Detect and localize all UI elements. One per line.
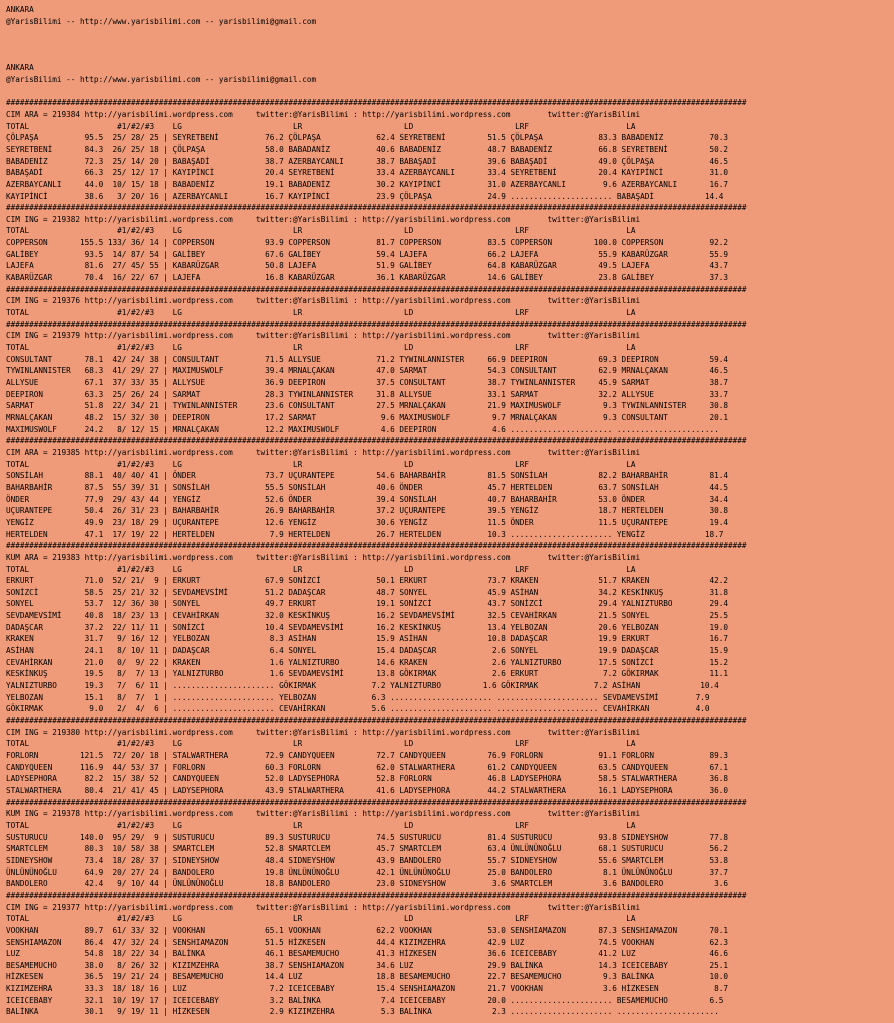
column-header: TOTAL #1/#2/#3 LG LR LD LRF LA (6, 820, 636, 830)
table-row: SUSTURUCU 140.0 95/ 29/ 9 | SUSTURUCU 89.3 SUSTURUCU 74.5 SUSTURUCU 81.4 SUSTURUCU 93.8 SIDNEYSHOW 77.8 (6, 832, 729, 842)
section-divider: ################################################################################################################################################################ (6, 284, 747, 294)
table-row: ICEICEBABY 32.1 10/ 19/ 17 | ICEICEBABY 3.2 BALİNKA 7.4 ICEICEBABY 20.0 ...................... BESAMEMUCHO 6.5 (6, 995, 724, 1005)
race-header: CIM ING = 219382 http://yarisbilimi.wordpress.com twitter:@YarisBilimi : http://yarisbilimi.wordpress.com twitter:@YarisBilimi (6, 214, 641, 224)
table-row: GÖKIRMAK 9.0 2/ 4/ 6 | ...................... CEVAHİRKAN 5.6 ...................... ...................... CEVAHİRKAN 4.0 (6, 704, 710, 714)
table-row: SONİZCİ 58.5 25/ 21/ 32 | SEVDAMEVSİMİ 51.2 DADAŞCAR 48.7 SONYEL 45.9 ASİHAN 34.2 KESKİNKUŞ 31.8 (6, 587, 729, 597)
table-row: FORLORN 121.5 72/ 20/ 18 | STALWARTHERA 72.9 CANDYQUEEN 72.7 CANDYQUEEN 76.9 FORLORN 91.1 FORLORN 89.3 (6, 751, 729, 760)
blank-line (6, 27, 894, 39)
table-row: HİZKESEN 36.5 19/ 21/ 24 | BESAMEMUCHO 14.4 LUZ 18.8 BESAMEMUCHO 22.7 BESAMEMUCHO 9.3 BALİNKA 10.0 (6, 972, 729, 982)
section-divider: ################################################################################################################################################################ (6, 203, 747, 213)
table-row: SONYEL 53.7 12/ 36/ 30 | SONYEL 49.7 ERKURT 19.1 SONİZCİ 43.7 SONİZCİ 29.4 YALNIZTURBO 29.4 (6, 599, 729, 609)
table-row: LADYSEPHORA 82.2 15/ 38/ 52 | CANDYQUEEN 52.0 LADYSEPHORA 52.8 FORLORN 46.8 LADYSEPHORA 58.5 STALWARTHERA 36.8 (6, 774, 729, 784)
table-row: SONSİLAH 88.1 40/ 40/ 41 | ÖNDER 73.7 UÇURANTEPE 54.6 BAHARBAHİR 81.5 SONSİLAH 82.2 BAHARBAHİR 81.4 (6, 471, 729, 481)
blank-line (6, 86, 894, 98)
table-row: YELBOZAN 15.1 8/ 7/ 1 | ...................... YELBOZAN 6.3 ...................... ...................... SEVDAMEVSİMİ 7.9 (6, 692, 710, 702)
table-row: BABAŞADİ 66.3 25/ 12/ 17 | KAYIPİNCİ 20.4 SEYRETBENİ 33.4 AZERBAYCANLI 33.4 SEYRETBENİ 20.4 KAYIPİNCİ 31.0 (6, 168, 729, 178)
section-divider: ################################################################################################################################################################ (6, 541, 747, 551)
column-header: TOTAL #1/#2/#3 LG LR LD LRF LA (6, 121, 636, 131)
table-row: SMARTCLEM 80.3 10/ 58/ 38 | SMARTCLEM 52.8 SMARTCLEM 45.7 SMARTCLEM 63.4 ÜNLÜNÜNOĞLU 68.1 SUSTURUCU 56.2 (6, 844, 729, 854)
column-header: TOTAL #1/#2/#3 LG LR LD LRF LA (6, 564, 636, 574)
race-header: CIM ING = 219377 http://yarisbilimi.wordpress.com twitter:@YarisBilimi : http://yarisbilimi.wordpress.com twitter:@YarisBilimi (6, 902, 641, 912)
table-row: BAHARBAHİR 87.5 55/ 39/ 31 | SONSİLAH 55.5 SONSİLAH 40.6 ÖNDER 45.7 HERTELDEN 63.7 SONSİLAH 44.5 (6, 482, 729, 492)
table-row: CONSULTANT 78.1 42/ 24/ 38 | CONSULTANT 71.5 ALLYSUE 71.2 TYWINLANNISTER 66.9 DEEPIRON 69.3 DEEPIRON 59.4 (6, 354, 729, 364)
table-row: ÜNLÜNÜNOĞLU 64.9 20/ 27/ 24 | BANDOLERO 19.8 ÜNLÜNÜNOĞLU 42.1 ÜNLÜNÜNOĞLU 25.0 BANDOLERO 8.1 ÜNLÜNÜNOĞLU 37.7 (6, 867, 729, 877)
race-header: CIM ARA = 219385 http://yarisbilimi.wordpress.com twitter:@YarisBilimi : http://yarisbilimi.wordpress.com twitter:@YarisBilimi (6, 447, 641, 457)
table-row: SEVDAMEVSİMİ 40.8 18/ 23/ 13 | CEVAHİRKAN 32.0 KESKİNKUŞ 16.2 SEVDAMEVSİMİ 32.5 CEVAHİRKAN 21.5 SONYEL 25.5 (6, 611, 729, 621)
section-divider: ################################################################################################################################################################ (6, 716, 747, 726)
table-row: KIZIMZEHRA 33.3 18/ 18/ 16 | LUZ 7.2 ICEICEBABY 15.4 SENSHIAMAZON 21.7 VOOKHAN 3.6 HİZKESEN 8.7 (6, 984, 729, 994)
column-header: TOTAL #1/#2/#3 LG LR LD LRF LA (6, 343, 636, 353)
section-divider: ################################################################################################################################################################ (6, 98, 747, 108)
table-row: GALİBEY 93.5 14/ 87/ 54 | GALİBEY 67.6 GALİBEY 59.4 LAJEFA 66.2 LAJEFA 55.9 KABARÜZGAR 55.9 (6, 249, 729, 259)
table-row: TYWINLANNISTER 68.3 41/ 29/ 27 | MAXIMUSWOLF 39.4 MRNALÇAKAN 47.0 SARMAT 54.3 CONSULTANT 62.9 MRNALÇAKAN 46.5 (6, 366, 729, 376)
text-line: @YarisBilimi -- http://www.yarisbilimi.com -- yarisbilimi@gmail.com (6, 16, 317, 26)
table-row: DADAŞCAR 37.2 22/ 11/ 11 | SONİZCİ 10.4 SEVDAMEVSİMİ 16.2 KESKİNKUŞ 13.4 YELBOZAN 20.6 YELBOZAN 19.0 (6, 622, 729, 632)
blank-line (6, 51, 894, 63)
text-line: ANKARA (6, 5, 34, 14)
text-line: ANKARA (6, 63, 34, 73)
table-row: SARMAT 51.8 22/ 34/ 21 | TYWINLANNISTER 23.6 CONSULTANT 27.5 MRNALÇAKAN 21.9 MAXIMUSWOLF 9.3 TYWINLANNISTER 30.8 (6, 401, 729, 411)
table-row: SEYRETBENİ 84.3 26/ 25/ 18 | ÇÖLPAŞA 58.0 BABADANİZ 40.6 BABADENİZ 48.7 BABADENİZ 66.8 SEYRETBENİ 50.2 (6, 144, 729, 154)
column-header: TOTAL #1/#2/#3 LG LR LD LRF LA (6, 308, 636, 318)
section-divider: ################################################################################################################################################################ (6, 797, 747, 807)
column-header: TOTAL #1/#2/#3 LG LR LD LRF LA (6, 459, 636, 469)
column-header: TOTAL #1/#2/#3 LG LR LD LRF LA (6, 226, 636, 236)
table-row: BANDOLERO 42.4 9/ 10/ 44 | ÜNLÜNÜNOĞLU 18.8 BANDOLERO 23.0 SIDNEYSHOW 3.6 SMARTCLEM 3.6 BANDOLERO 3.6 (6, 879, 729, 889)
section-divider: ################################################################################################################################################################ (6, 890, 747, 900)
blank-line (6, 39, 894, 51)
table-row: VOOKHAN 89.7 61/ 33/ 32 | VOOKHAN 65.1 VOOKHAN 62.2 VOOKHAN 53.0 SENSHIAMAZON 87.3 SENSHIAMAZON 70.1 (6, 925, 729, 935)
text-line: @YarisBilimi -- http://www.yarisbilimi.com -- yarisbilimi@gmail.com (6, 74, 317, 84)
table-row: KESKİNKUŞ 19.5 8/ 7/ 13 | YALNIZTURBO 1.6 SEVDAMEVSİMİ 13.8 GÖKIRMAK 2.6 ERKURT 7.2 GÖKIRMAK 11.1 (6, 669, 729, 679)
table-row: LUZ 54.8 18/ 22/ 34 | BALİNKA 46.1 BESAMEMUCHO 41.3 HİZKESEN 36.6 ICEICEBABY 41.2 LUZ 46.6 (6, 949, 729, 959)
race-header: KUM ING = 219378 http://yarisbilimi.wordpress.com twitter:@YarisBilimi : http://yarisbilimi.wordpress.com twitter:@YarisBilimi (6, 809, 641, 819)
column-header: TOTAL #1/#2/#3 LG LR LD LRF LA (6, 739, 636, 749)
table-row: ÇÖLPAŞA 95.5 25/ 28/ 25 | SEYRETBENİ 76.2 ÇÖLPAŞA 62.4 SEYRETBENİ 51.5 ÇÖLPAŞA 83.3 BABADENİZ 70.3 (6, 133, 729, 143)
table-row: KAYIPİNCİ 38.6 3/ 20/ 16 | AZERBAYCANLI 16.7 KAYIPİNCİ 23.9 ÇÖLPAŞA 24.9 ...................... BABAŞADİ 14.4 (6, 191, 724, 201)
race-header: KUM ARA = 219383 http://yarisbilimi.wordpress.com twitter:@YarisBilimi : http://yarisbilimi.wordpress.com twitter:@YarisBilimi (6, 552, 641, 562)
table-row: ASİHAN 24.1 8/ 10/ 11 | DADAŞCAR 6.4 SONYEL 15.4 DADAŞCAR 2.6 SONYEL 19.9 DADAŞCAR 15.9 (6, 646, 729, 656)
table-row: KABARÜZGAR 70.4 16/ 22/ 67 | LAJEFA 16.8 KABARÜZGAR 36.1 KABARÜZGAR 14.6 GALİBEY 23.8 GALİBEY 37.3 (6, 273, 729, 283)
table-row: STALWARTHERA 80.4 21/ 41/ 45 | LADYSEPHORA 43.9 STALWARTHERA 41.6 LADYSEPHORA 44.2 STALWARTHERA 16.1 LADYSEPHORA 36.0 (6, 785, 729, 795)
table-row: ERKURT 71.0 52/ 21/ 9 | ERKURT 67.9 SONİZCİ 50.1 ERKURT 73.7 KRAKEN 51.7 KRAKEN 42.2 (6, 576, 729, 586)
table-row: YENGİZ 49.9 23/ 18/ 29 | UÇURANTEPE 12.6 YENGİZ 30.6 YENGİZ 11.5 ÖNDER 11.5 UÇURANTEPE 19.4 (6, 517, 729, 527)
table-row: MRNALÇAKAN 48.2 15/ 32/ 30 | DEEPIRON 17.2 SARMAT 9.6 MAXIMUSWOLF 9.7 MRNALÇAKAN 9.3 CONSULTANT 20.1 (6, 412, 729, 422)
table-row: ALLYSUE 67.1 37/ 33/ 35 | ALLYSUE 36.9 DEEPIRON 37.5 CONSULTANT 38.7 TYWINLANNISTER 45.9 SARMAT 38.7 (6, 378, 729, 387)
table-row: BABADENİZ 72.3 25/ 14/ 20 | BABAŞADİ 38.7 AZERBAYCANLI 38.7 BABAŞADİ 39.6 BABAŞADİ 49.0 ÇÖLPAŞA 46.5 (6, 156, 729, 166)
table-row: MAXIMUSWOLF 24.2 8/ 12/ 15 | MRNALÇAKAN 12.2 MAXIMUSWOLF 4.6 DEEPIRON 4.6 ...................... ...................... (6, 424, 719, 434)
race-header: CIM ARA = 219384 http://yarisbilimi.wordpress.com twitter:@YarisBilimi : http://yarisbilimi.wordpress.com twitter:@YarisBilimi (6, 109, 641, 119)
table-row: COPPERSON 155.5 133/ 36/ 14 | COPPERSON 93.9 COPPERSON 81.7 COPPERSON 83.5 COPPERSON 100.0 COPPERSON 92.2 (6, 238, 729, 248)
column-header: TOTAL #1/#2/#3 LG LR LD LRF LA (6, 914, 636, 924)
race-header: CIM ING = 219380 http://yarisbilimi.wordpress.com twitter:@YarisBilimi : http://yarisbilimi.wordpress.com twitter:@YarisBilimi (6, 727, 641, 737)
table-row: CEVAHİRKAN 21.0 0/ 9/ 22 | KRAKEN 1.6 YALNIZTURBO 14.6 KRAKEN 2.6 YALNIZTURBO 17.5 SONİZCİ 15.2 (6, 657, 729, 667)
table-row: SENSHIAMAZON 86.4 47/ 32/ 24 | SENSHIAMAZON 51.5 HİZKESEN 44.4 KIZIMZEHRA 42.9 LUZ 74.5 VOOKHAN 62.3 (6, 937, 729, 947)
table-row: BESAMEMUCHO 38.0 8/ 26/ 32 | KIZIMZEHRA 38.7 SENSHIAMAZON 34.6 LUZ 29.9 BALİNKA 14.3 ICEICEBABY 25.1 (6, 960, 729, 970)
table-row: YALNIZTURBO 19.3 7/ 6/ 11 | ...................... GÖKIRMAK 7.2 YALNIZTURBO 1.6 GÖKIRMAK 7.2 ASİHAN 10.4 (6, 681, 719, 691)
table-row: DEEPIRON 63.3 25/ 26/ 24 | SARMAT 28.3 TYWINLANNISTER 31.8 ALLYSUE 33.1 SARMAT 32.2 ALLYSUE 33.7 (6, 389, 729, 399)
race-header: CIM ING = 219376 http://yarisbilimi.wordpress.com twitter:@YarisBilimi : http://yarisbilimi.wordpress.com twitter:@YarisBilimi (6, 296, 641, 306)
section-divider: ################################################################################################################################################################ (6, 319, 747, 329)
table-row: AZERBAYCANLI 44.0 10/ 15/ 18 | BABADENİZ 19.1 BABADENİZ 30.2 KAYIPİNCİ 31.0 AZERBAYCANLI 9.6 AZERBAYCANLI 16.7 (6, 179, 729, 189)
table-row: ÖNDER 77.9 29/ 43/ 44 | YENGİZ 52.6 ÖNDER 39.4 SONSİLAH 40.7 BAHARBAHİR 53.0 ÖNDER 34.4 (6, 494, 729, 504)
table-row: BALİNKA 30.1 9/ 19/ 11 | HİZKESEN 2.9 KIZIMZEHRA 5.3 BALİNKA 2.3 ...................... ...................... (6, 1007, 719, 1017)
table-row: LAJEFA 81.6 27/ 45/ 55 | KABARÜZGAR 50.8 LAJEFA 51.9 GALİBEY 64.8 KABARÜZGAR 49.5 LAJEFA 43.7 (6, 261, 729, 271)
table-row: KRAKEN 31.7 9/ 16/ 12 | YELBOZAN 8.3 ASİHAN 15.9 ASİHAN 10.8 DADAŞCAR 19.9 ERKURT 16.7 (6, 634, 729, 644)
section-divider: ################################################################################################################################################################ (6, 436, 747, 446)
race-header: CIM ING = 219379 http://yarisbilimi.wordpress.com twitter:@YarisBilimi : http://yarisbilimi.wordpress.com twitter:@YarisBilimi (6, 331, 641, 341)
table-row: UÇURANTEPE 50.4 26/ 31/ 23 | BAHARBAHİR 26.9 BAHARBAHİR 37.2 UÇURANTEPE 39.5 YENGİZ 18.7 HERTELDEN 30.8 (6, 506, 729, 516)
table-row: HERTELDEN 47.1 17/ 19/ 22 | HERTELDEN 7.9 HERTELDEN 26.7 HERTELDEN 10.3 ...................... YENGİZ 18.7 (6, 529, 724, 539)
table-row: SIDNEYSHOW 73.4 18/ 28/ 37 | SIDNEYSHOW 48.4 SIDNEYSHOW 43.9 BANDOLERO 55.7 SIDNEYSHOW 55.6 SMARTCLEM 53.8 (6, 855, 729, 865)
table-row: CANDYQUEEN 116.9 44/ 53/ 37 | FORLORN 60.3 FORLORN 62.0 STALWARTHERA 61.2 CANDYQUEEN 63.5 CANDYQUEEN 67.1 (6, 762, 729, 772)
